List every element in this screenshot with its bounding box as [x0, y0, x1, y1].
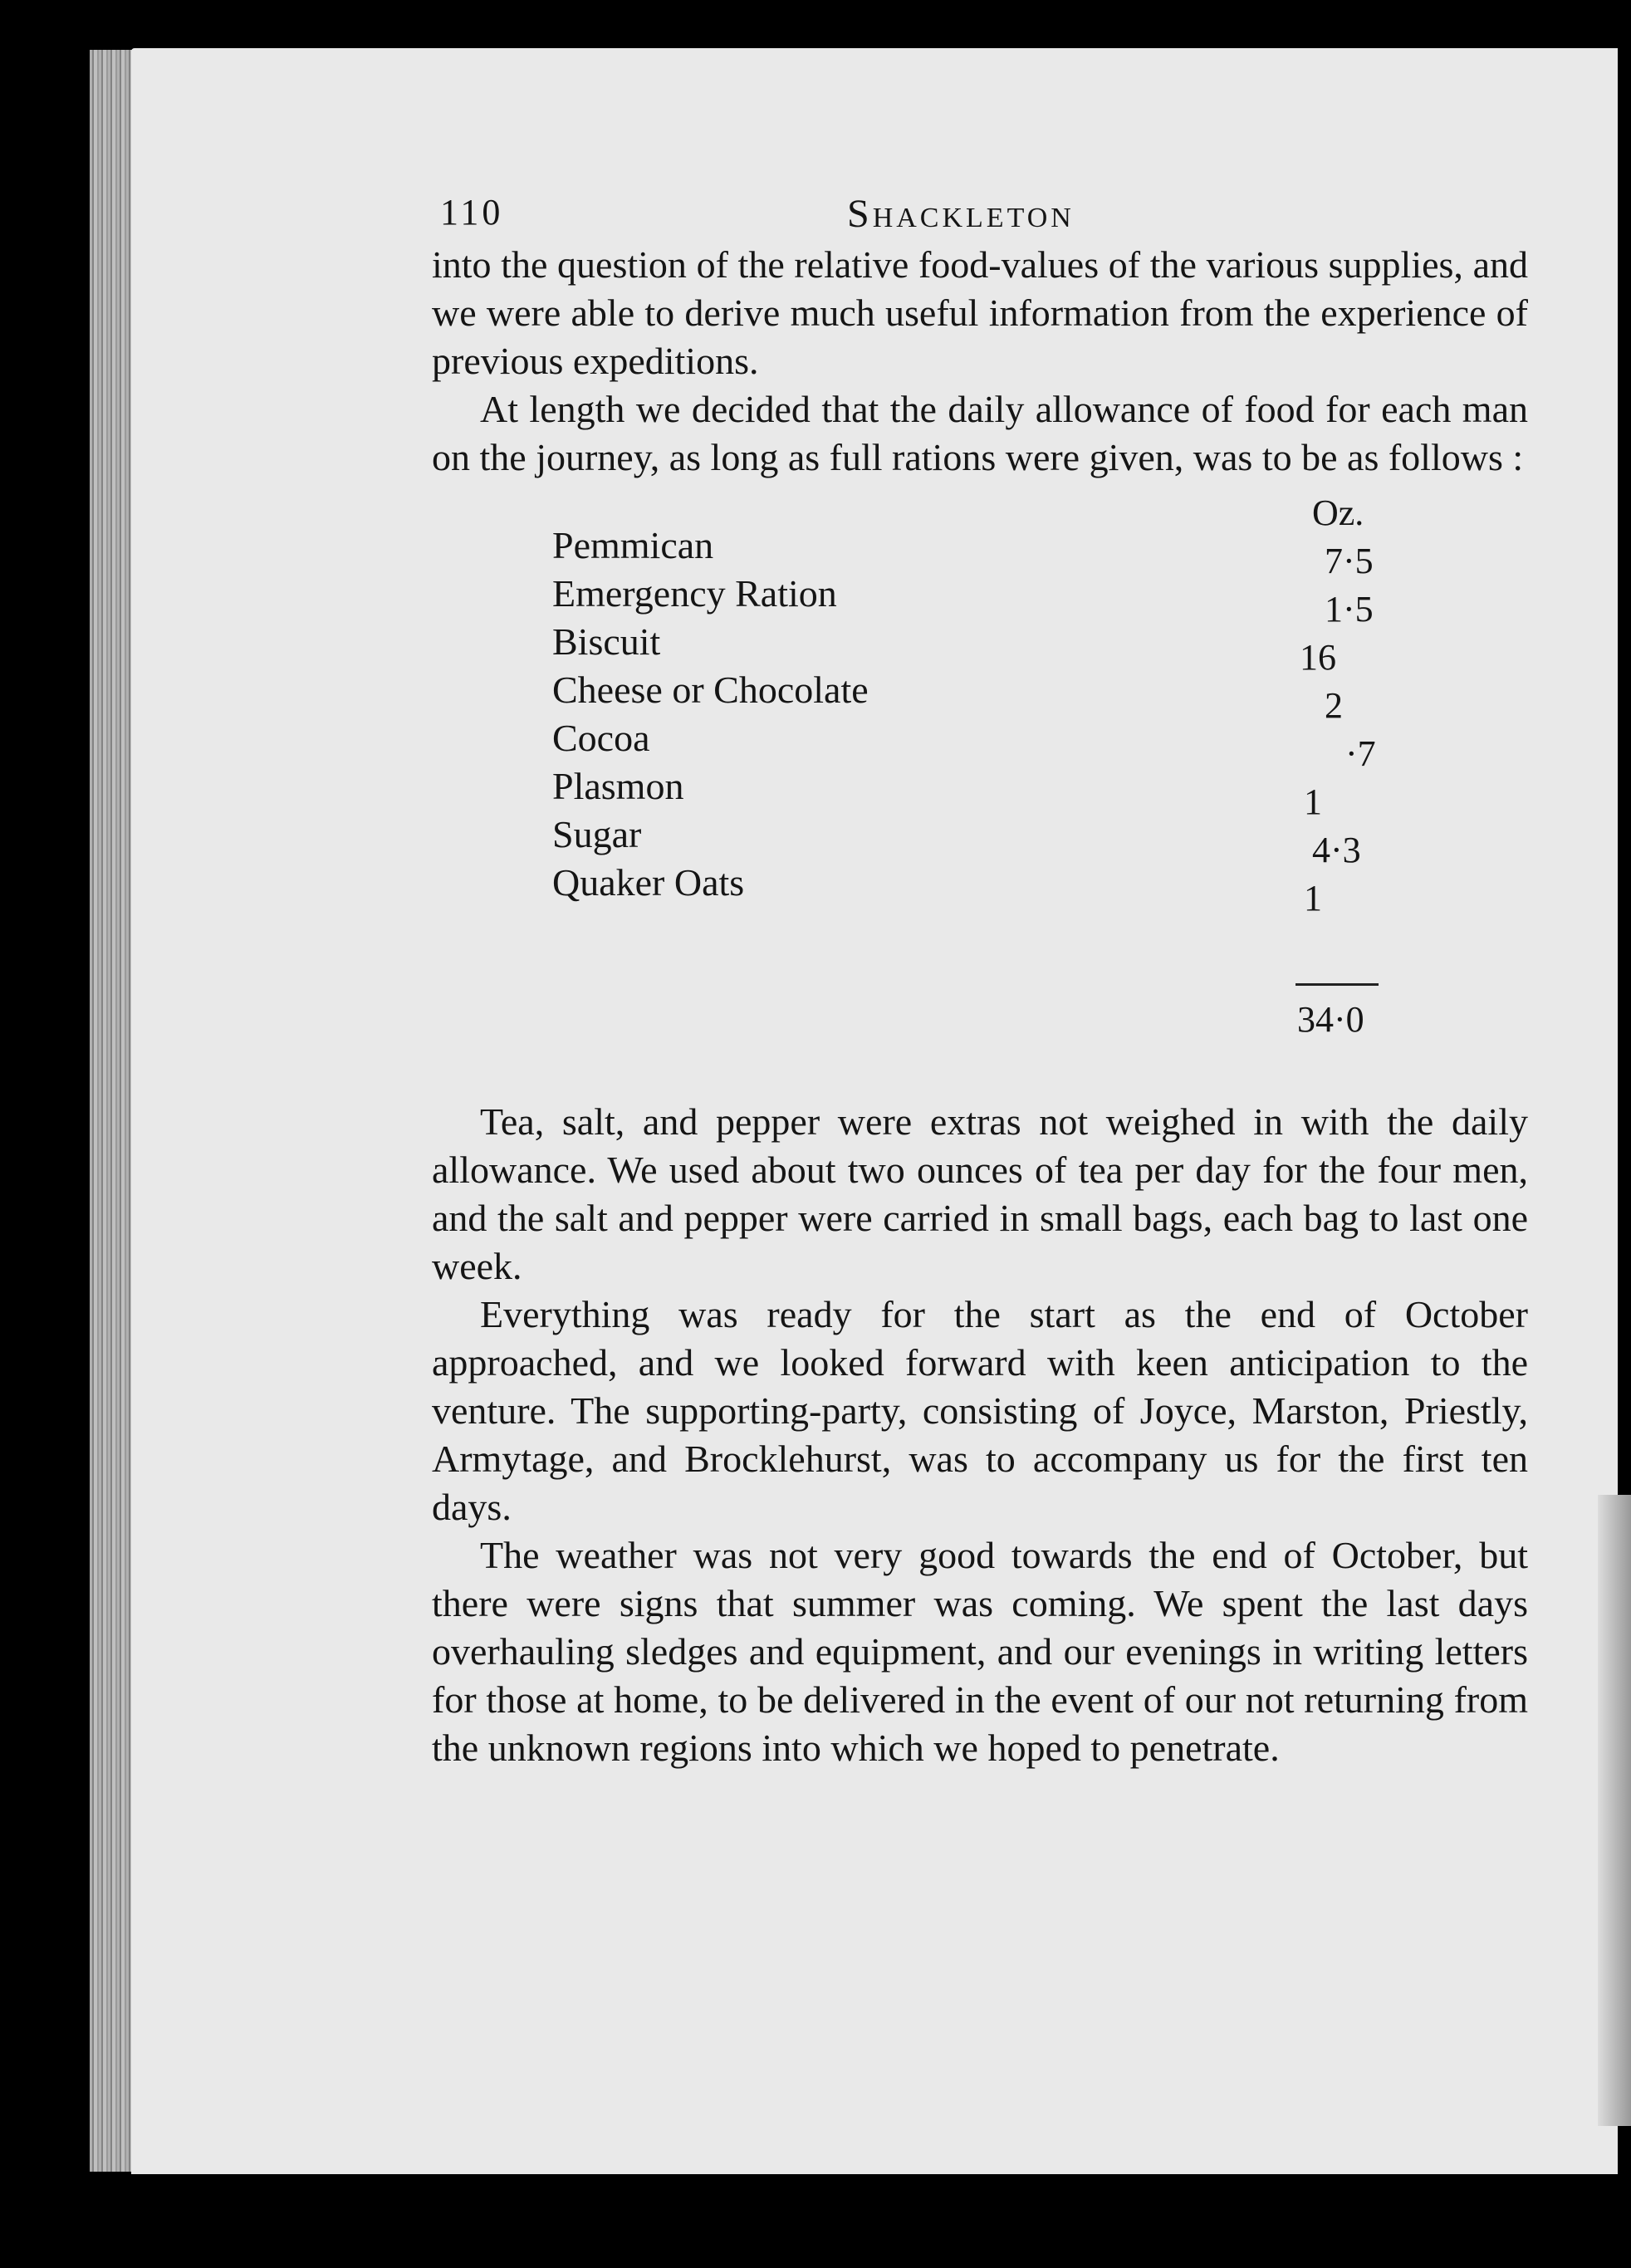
- ration-item-name: Cocoa: [552, 717, 650, 759]
- ration-item-qty: 1: [1304, 878, 1322, 918]
- ration-item-qty: 2: [1325, 685, 1343, 726]
- ration-item-name: Emergency Ration: [552, 572, 837, 615]
- page-header: [432, 183, 1528, 241]
- ration-item-qty: ·7: [1345, 733, 1376, 774]
- ration-item-qty: 7·5: [1325, 541, 1374, 581]
- ration-item-name: Pemmican: [552, 524, 714, 566]
- sum-rule: [1295, 983, 1379, 986]
- paragraph: The weather was not very good towards the end of October, but there were signs that summer was coming. We spent the last days overhauling sledges and equipment, and our evenings in writing letters for those at home, to be delivered in the event of our not returning from the unknown regions into which we hoped to penetrate.: [432, 1534, 1528, 1769]
- running-title: Shackleton: [847, 192, 1075, 236]
- ration-item-name: Cheese or Chocolate: [552, 669, 869, 711]
- unit-header: Oz.: [1312, 492, 1364, 533]
- paragraph: into the question of the relative food-values of the various supplies, and we were able to derive much useful information from the experience of previous expeditions.: [432, 243, 1528, 382]
- paragraph: Everything was ready for the start as the end of October approached, and we looked forward with keen anticipation to the venture. The supporting-party, consisting of Joyce, Marston, Priestly, Armytage, and Brocklehurst, was to accompany us for the first ten days.: [432, 1293, 1528, 1528]
- ration-item-name: Plasmon: [552, 765, 684, 807]
- ration-total: 34·0: [1297, 999, 1364, 1040]
- ration-item-name: Quaker Oats: [552, 861, 745, 904]
- page-content: [432, 183, 1528, 1772]
- page-shadow-edge: [1598, 1495, 1631, 2126]
- ration-item-qty: 1: [1304, 781, 1322, 822]
- paragraph: At length we decided that the daily allowance of food for each man on the journey, as long as full rations were given, was to be as follows :: [432, 388, 1528, 478]
- ration-item-qty: 4·3: [1312, 830, 1361, 870]
- ration-item-name: Sugar: [552, 813, 642, 855]
- ration-item-qty: 16: [1300, 637, 1336, 678]
- ration-table: [432, 492, 1528, 1065]
- page-number: 110: [440, 192, 504, 233]
- paragraph: Tea, salt, and pepper were extras not weighed in with the daily allowance. We used about two ounces of tea per day for the four men, and the salt and pepper were carried in small bags, each bag to last one week.: [432, 1100, 1528, 1287]
- ration-item-qty: 1·5: [1325, 589, 1374, 629]
- ration-item-name: Biscuit: [552, 620, 661, 663]
